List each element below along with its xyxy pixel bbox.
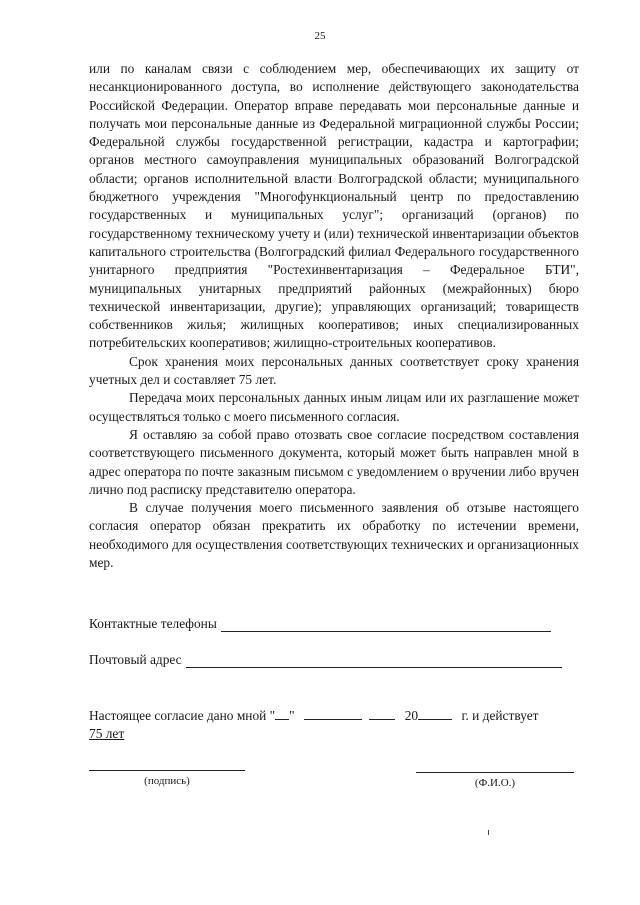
name-line[interactable] (416, 772, 574, 773)
phones-input-line[interactable] (221, 617, 551, 632)
address-label: Почтовый адрес (89, 652, 182, 667)
consent-duration: 75 лет (89, 726, 125, 741)
address-input-line[interactable] (186, 653, 562, 668)
phones-field (89, 616, 551, 632)
paragraph-storage-period: Срок хранения моих персональных данных соответствует сроку хранения учетных дел и составляет 75 лет. (89, 353, 579, 388)
consent-suffix: г. и действует (461, 708, 539, 723)
name-caption: (Ф.И.О.) (474, 777, 516, 789)
phones-label: Контактные телефоны (89, 616, 217, 631)
signature-line[interactable] (89, 770, 245, 771)
consent-date-statement (89, 706, 579, 743)
year-blank[interactable] (418, 706, 452, 720)
scan-mark (488, 830, 489, 835)
month-blank[interactable] (304, 706, 362, 720)
paragraph-revocation-right: Я оставляю за собой право отозвать свое согласие посредством составления соответствующего письменного документа, который может быть направлен мной в адрес оператора по почте заказным письмом с уведомлением о вручении либо вручен лично под расписку представителю оператора. (89, 426, 579, 497)
address-field (89, 652, 562, 668)
signature-caption: (подпись) (144, 775, 190, 787)
month-blank-2[interactable] (369, 706, 395, 720)
consent-prefix: Настоящее согласие дано мной " (89, 708, 276, 723)
page-number: 25 (314, 30, 326, 42)
year-prefix: 20 (404, 708, 419, 723)
consent-quote-close: " (289, 708, 295, 723)
paragraph-revocation-effect: В случае получения моего письменного заявления об отзыве настоящего согласия оператор обязан прекратить их обработку по истечении времени, необходимого для осуществления соответствующих технических и организационных мер. (89, 500, 579, 571)
paragraph-disclosure: Передача моих персональных данных иным лицам или их разглашение может осуществляться только с моего письменного согласия. (89, 390, 579, 424)
consent-body (89, 60, 579, 572)
paragraph-data-sharing: или по каналам связи с соблюдением мер, обеспечивающих их защиту от несанкционированного доступа, во исполнение действующего законодательства Российской Федерации. Оператор вправе передавать мои персональные данные и получать мои персональные данные из Федеральной миграционной службы России; Федеральной службы государственной регистрации, кадастра и картографии; органов местного самоуправления муниципальных образований Волгоградской области; органов исполнительной власти Волгоградской области; муниципального бюджетного учреждения "Многофункциональный центр по предоставлению государственных и муниципальных услуг"; организаций (органов) по государственному техническому учету и (или) технической инвентаризации объектов капитального строительства (Волгоградский филиал Федерального государственного унитарного предприятия "Ростехинвентаризация – Федеральное БТИ", муниципальных унитарных предприятий районных (межрайонных) бюро технической инвентаризации, другие); управляющих организаций; товариществ собственников жилья; жилищных кооперативов; иных специализированных потребительских кооперативов; жилищно-строительных кооперативов. (89, 61, 579, 351)
day-blank[interactable] (275, 706, 289, 720)
